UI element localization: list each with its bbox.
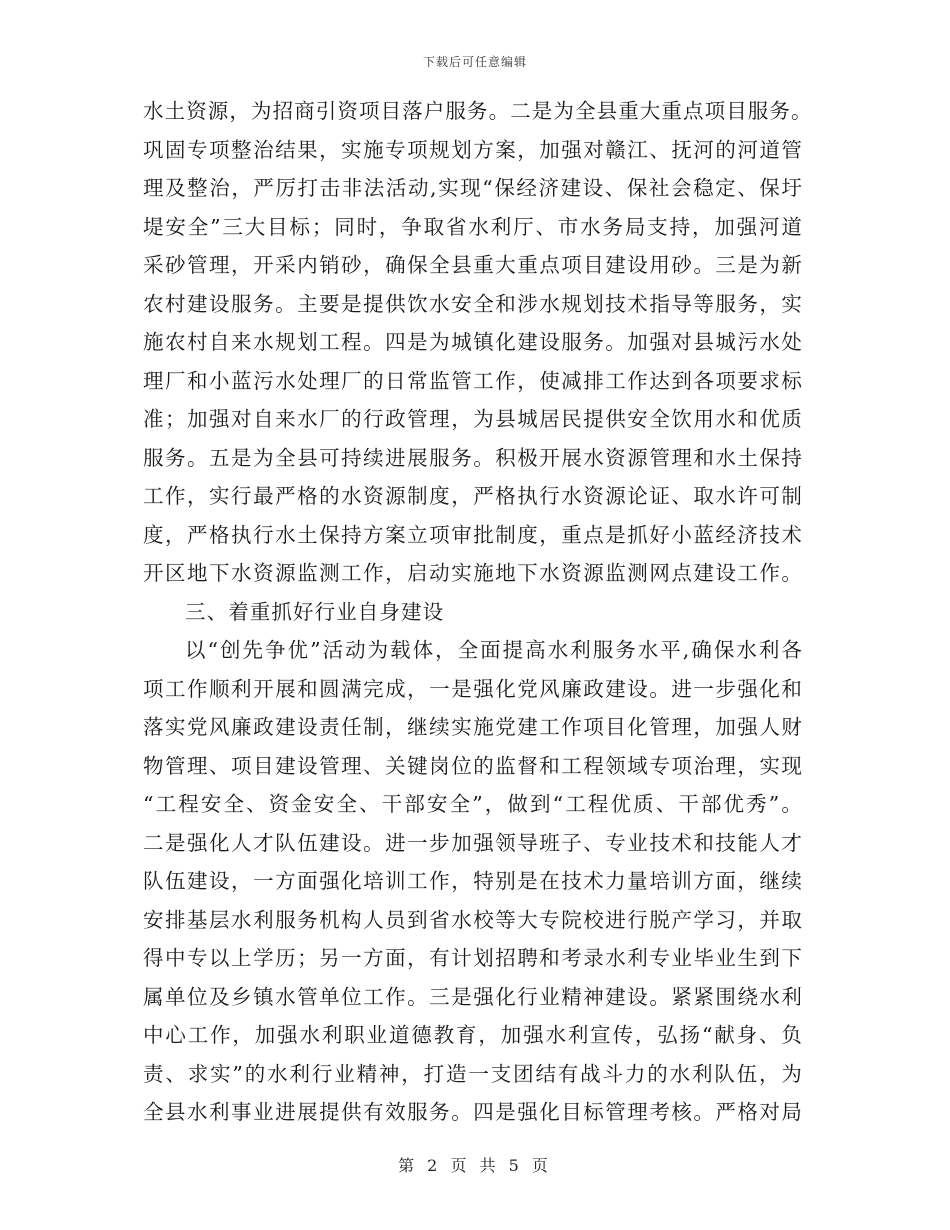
paragraph-line: 农村建设服务。主要是提供饮水安全和涉水规划技术指导等服务，实 [143, 291, 803, 316]
paragraph-line: 理厂和小蓝污水处理厂的日常监管工作，使减排工作达到各项要求标 [143, 368, 803, 393]
paragraph-line: 落实党风廉政建设责任制，继续实施党建工作项目化管理，加强人财 [143, 715, 803, 739]
page-header: 下载后可任意编辑 [422, 55, 527, 69]
paragraph-line: 安排基层水利服务机构人员到省水校等大专院校进行脱产学习，并取 [143, 907, 803, 932]
paragraph-line: 施农村自来水规划工程。四是为城镇化建设服务。加强对县城污水处 [143, 330, 803, 354]
paragraph-line: 采砂管理，开采内销砂，确保全县重大重点项目建设用砂。三是为新 [143, 253, 803, 277]
paragraph-line: 物管理、项目建设管理、关键岗位的监督和工程领域专项治理，实现 [143, 753, 803, 778]
paragraph-line: 队伍建设，一方面强化培训工作，特别是在技术力量培训方面，继续 [143, 869, 803, 893]
paragraph-line: 属单位及乡镇水管单位工作。三是强化行业精神建设。紧紧围绕水利 [143, 984, 803, 1009]
paragraph-line: 服务。五是为全县可持续进展服务。积极开展水资源管理和水土保持 [143, 445, 803, 470]
paragraph-line: 全县水利事业进展提供有效服务。四是强化目标管理考核。严格对局 [143, 1100, 803, 1124]
page-number-footer: 第 2 页 共 5 页 [398, 1156, 552, 1175]
paragraph-line: 以“创先争优”活动为载体，全面提高水利服务水平,确保水利各 [185, 638, 803, 662]
paragraph-line: 项工作顺利开展和圆满完成，一是强化党风廉政建设。进一步强化和 [143, 676, 803, 701]
paragraph-line: 中心工作，加强水利职业道德教育，加强水利宣传，弘扬“献身、负 [143, 1023, 803, 1047]
paragraph-line: 度，严格执行水土保持方案立项审批制度，重点是抓好小蓝经济技术 [143, 522, 803, 547]
section-heading: 三、着重抓好行业自身建设 [185, 599, 445, 624]
paragraph-line: 水土资源，为招商引资项目落户服务。二是为全县重大重点项目服务。 [143, 99, 813, 123]
paragraph-line: 责、求实”的水利行业精神，打造一支团结有战斗力的水利队伍，为 [143, 1061, 803, 1086]
paragraph-line: 巩固专项整治结果，实施专项规划方案，加强对赣江、抚河的河道管 [143, 137, 803, 162]
paragraph-line: “工程安全、资金安全、干部安全”，做到“工程优质、干部优秀”。 [143, 792, 803, 816]
paragraph-line: 堤安全”三大目标；同时，争取省水利厅、市水务局支持，加强河道 [143, 214, 803, 239]
paragraph-line: 得中专以上学历；另一方面，有计划招聘和考录水利专业毕业生到下 [143, 946, 803, 970]
document-body [143, 92, 813, 1132]
paragraph-line: 理及整治，严厉打击非法活动,实现“保经济建设、保社会稳定、保圩 [143, 176, 803, 200]
paragraph-line: 开区地下水资源监测工作，启动实施地下水资源监测网点建设工作。 [143, 561, 803, 585]
paragraph-line: 准；加强对自来水厂的行政管理，为县城居民提供安全饮用水和优质 [143, 407, 803, 431]
paragraph-line: 二是强化人才队伍建设。进一步加强领导班子、专业技术和技能人才 [143, 830, 803, 855]
paragraph-line: 工作，实行最严格的水资源制度，严格执行水资源论证、取水许可制 [143, 484, 803, 508]
